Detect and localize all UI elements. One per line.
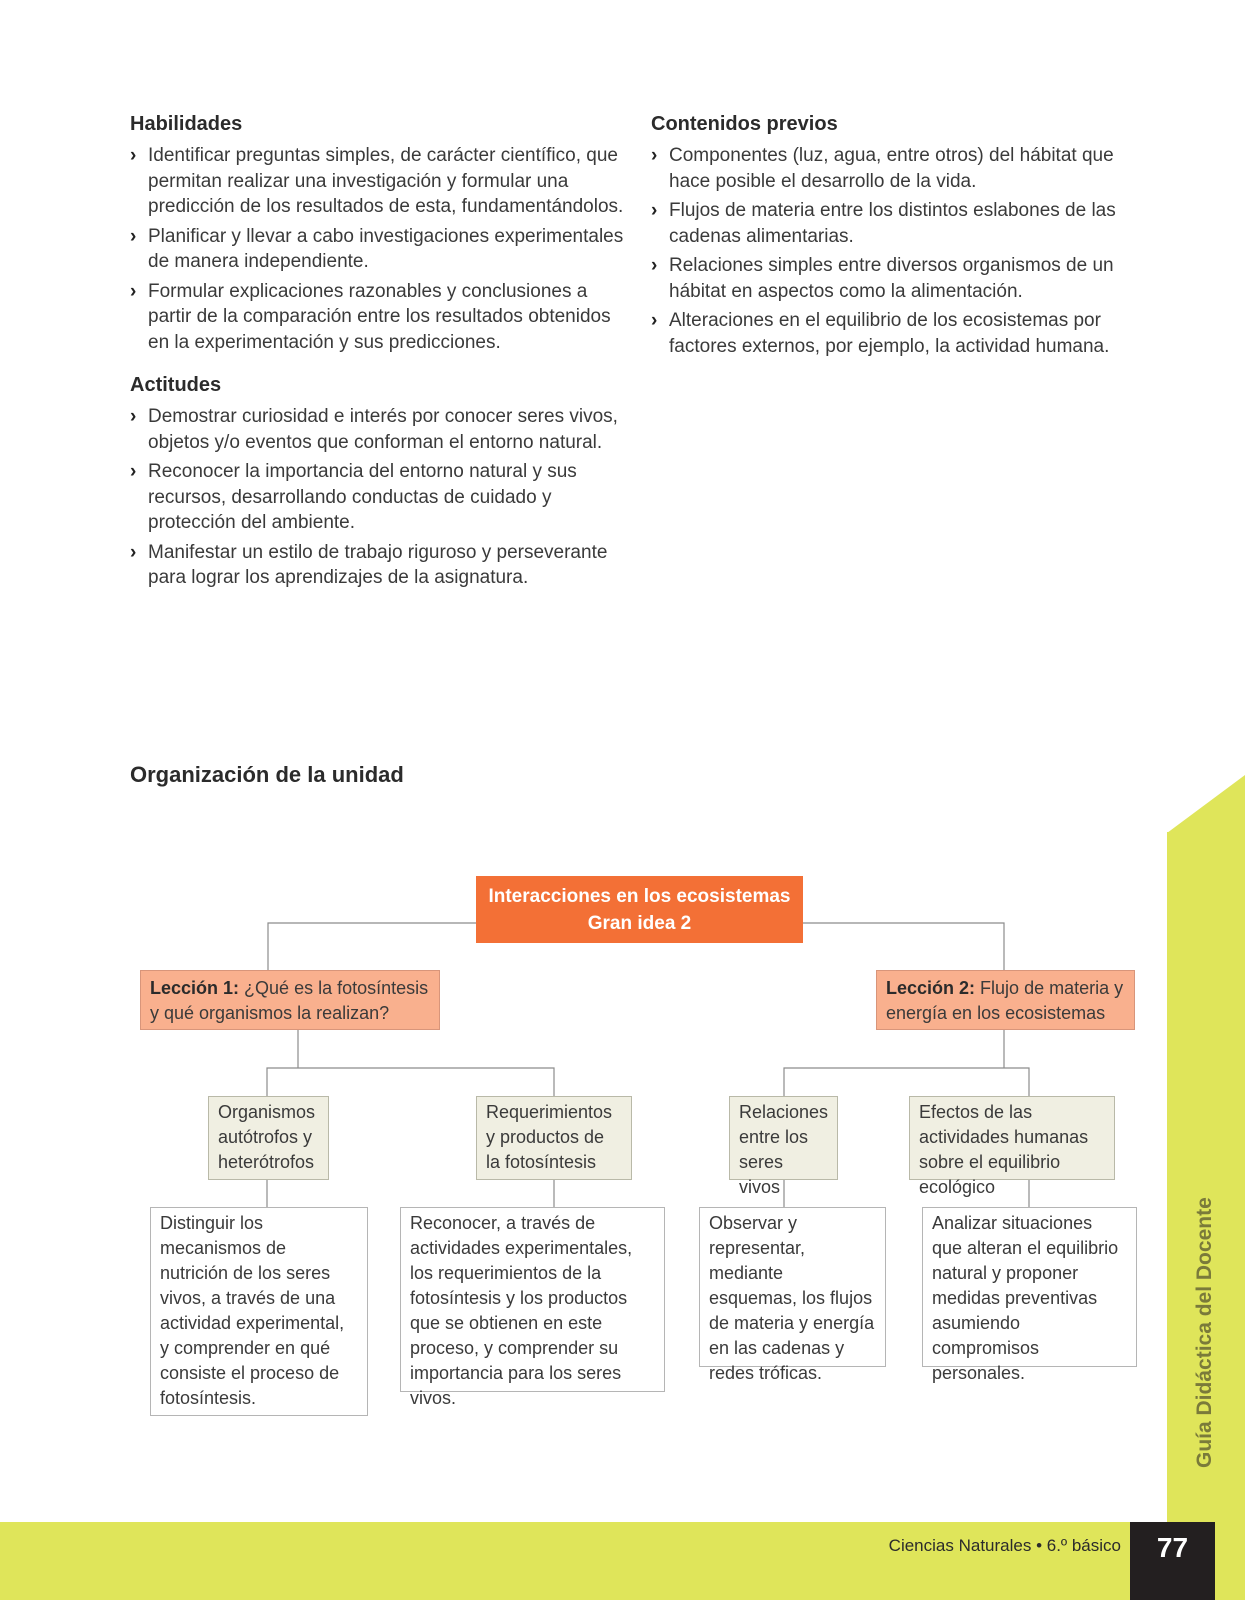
list-item: › Demostrar curiosidad e interés por conocer seres vivos, objetos y/o eventos que conforman el entorno natural.: [130, 406, 618, 453]
list-item: › Flujos de materia entre los distintos eslabones de las cadenas alimentarias.: [651, 200, 1116, 247]
connector-lesson2-topics: [784, 1030, 1029, 1096]
description-node: Observar y representar, mediante esquemas, los flujos de materia y energía en las cadenas y redes tróficas.: [699, 1207, 886, 1367]
list-item: › Reconocer la importancia del entorno natural y sus recursos, desarrollando conductas de cuidado y protección del ambiente.: [130, 461, 577, 533]
chevron-right-icon: ›: [651, 200, 658, 221]
connector-main-lesson1: [268, 923, 476, 970]
description-node: Reconocer, a través de actividades experimentales, los requerimientos de la fotosíntesis y los productos que se obtienen en este proceso, y comprender su importancia para los seres vivos.: [400, 1207, 665, 1392]
lesson-1-node: [140, 970, 440, 1030]
topic-node: Relaciones entre los seres vivos: [729, 1096, 838, 1180]
description-node: Analizar situaciones que alteran el equilibrio natural y proponer medidas preventivas asumiendo compromisos personales.: [922, 1207, 1137, 1367]
chevron-right-icon: ›: [130, 145, 137, 166]
list-item: › Identificar preguntas simples, de carácter científico, que permitan realizar una investigación y formular una predicción de los resultados de esta, fundamentándolos.: [130, 145, 624, 217]
lesson-1-text: ¿Qué es la fotosíntesis y qué organismos la realizan?: [150, 978, 429, 1023]
habilidades-title: Habilidades: [130, 113, 243, 135]
topic-node: Requerimientos y productos de la fotosíntesis: [476, 1096, 632, 1180]
footer-text: Ciencias Naturales • 6.º básico: [888, 1536, 1121, 1555]
list-item: › Manifestar un estilo de trabajo riguroso y perseverante para lograr los aprendizajes de la asignatura.: [130, 541, 608, 588]
actitudes-list: [130, 404, 630, 591]
organizacion-title: Organización de la unidad: [130, 762, 404, 787]
list-item: › Componentes (luz, agua, entre otros) del hábitat que hace posible el desarrollo de la vida.: [651, 145, 1114, 192]
main-node-subtitle: Gran idea 2: [587, 913, 692, 934]
sidebar-tab-corner: [1167, 775, 1245, 833]
list-item: › Relaciones simples entre diversos organismos de un hábitat en aspectos como la alimentación.: [651, 255, 1114, 302]
main-node-title: Interacciones en los ecosistemas: [488, 886, 791, 907]
page-number: 77: [1130, 1522, 1215, 1600]
lesson-1-label: Lección 1:: [150, 978, 240, 998]
connector-lesson1-topics: [267, 1030, 554, 1096]
topic-node: Efectos de las actividades humanas sobre el equilibrio ecológico: [909, 1096, 1115, 1180]
chevron-right-icon: ›: [130, 406, 137, 427]
contenidos-list: [651, 143, 1146, 359]
footer-band: [0, 1522, 1245, 1600]
list-item: › Alteraciones en el equilibrio de los ecosistemas por factores externos, por ejemplo, la actividad humana.: [651, 310, 1110, 357]
chevron-right-icon: ›: [651, 310, 658, 331]
lesson-2-text: Flujo de materia y energía en los ecosistemas: [886, 978, 1124, 1023]
habilidades-list: [130, 143, 630, 355]
left-column: [130, 112, 630, 595]
chevron-right-icon: ›: [651, 145, 658, 166]
connector-main-lesson2: [803, 923, 1004, 970]
chevron-right-icon: ›: [130, 280, 137, 302]
chevron-right-icon: ›: [130, 225, 137, 247]
main-node: [476, 876, 803, 943]
sidebar-label: [1167, 832, 1245, 1492]
contenidos-title: Contenidos previos: [651, 113, 838, 135]
chevron-right-icon: ›: [651, 255, 658, 276]
actitudes-title: Actitudes: [130, 374, 222, 396]
list-item: › Formular explicaciones razonables y conclusiones a partir de la comparación entre los resultados obtenidos en la experimentación y sus predicciones.: [130, 280, 611, 353]
lesson-2-label: Lección 2:: [886, 978, 976, 998]
chevron-right-icon: ›: [130, 541, 137, 563]
sidebar-label-text: Guía Didáctica del Docente: [1193, 1197, 1216, 1468]
chevron-right-icon: ›: [130, 461, 137, 482]
right-column: [651, 112, 1146, 363]
lesson-2-node: [876, 970, 1135, 1030]
list-item: › Planificar y llevar a cabo investigaciones experimentales de manera independiente.: [130, 225, 624, 272]
description-node: Distinguir los mecanismos de nutrición de los seres vivos, a través de una actividad experimental, y comprender en qué consiste el proceso de fotosíntesis.: [150, 1207, 368, 1416]
topic-node: Organismos autótrofos y heterótrofos: [208, 1096, 329, 1180]
